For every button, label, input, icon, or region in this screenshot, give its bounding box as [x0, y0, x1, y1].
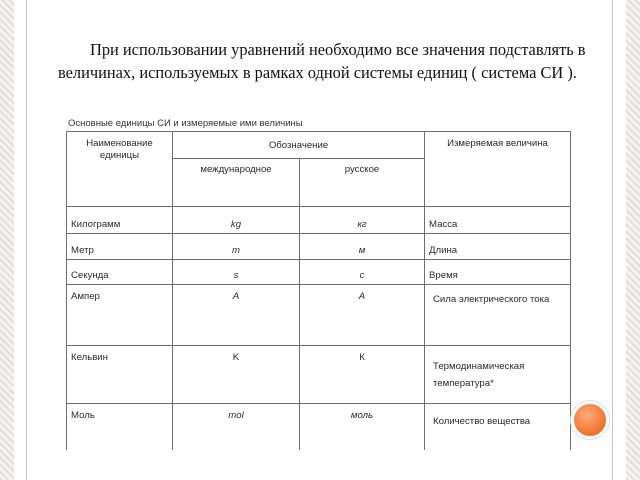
- header-international: международное: [173, 159, 300, 207]
- measured-quantity: Количество вещества: [425, 404, 571, 450]
- unit-name: Моль: [67, 404, 173, 450]
- russian-symbol: А: [300, 285, 425, 346]
- unit-name: Метр: [67, 234, 173, 260]
- russian-symbol: м: [300, 234, 425, 260]
- header-russian: русское: [300, 159, 425, 207]
- unit-name: Кельвин: [67, 346, 173, 404]
- russian-symbol: кг: [300, 207, 425, 234]
- intl-symbol: mol: [173, 404, 300, 450]
- unit-name: Килограмм: [67, 207, 173, 234]
- header-unit-name: Наименование единицы: [67, 132, 173, 207]
- table-row: [67, 207, 571, 234]
- unit-name: Секунда: [67, 260, 173, 285]
- russian-symbol: К: [300, 346, 425, 404]
- decorative-orange-circle: [571, 401, 609, 439]
- measured-quantity: Время: [425, 260, 571, 285]
- table-row: [67, 285, 571, 346]
- table-row: [67, 346, 571, 404]
- intl-symbol: A: [173, 285, 300, 346]
- table-caption: Основные единицы СИ и измеряемые ими величины: [68, 118, 303, 129]
- slide-frame-line-left: [26, 0, 27, 480]
- russian-symbol: с: [300, 260, 425, 285]
- slide-left-border: [0, 0, 14, 480]
- measured-quantity: Длина: [425, 234, 571, 260]
- intl-symbol: m: [173, 234, 300, 260]
- si-units-table: [66, 131, 571, 450]
- intl-symbol: s: [173, 260, 300, 285]
- intro-paragraph: При использовании уравнений необходимо все значения подставлять в величинах, используемых в рамках одной системы единиц ( система СИ ).: [58, 40, 586, 82]
- table-row: [67, 234, 571, 260]
- measured-quantity: Термодинамическая температура*: [425, 346, 571, 404]
- table-row: [67, 260, 571, 285]
- intl-symbol: kg: [173, 207, 300, 234]
- measured-quantity: Сила электрического тока: [425, 285, 571, 346]
- header-designation: Обозначение: [173, 132, 425, 159]
- slide-right-border: [626, 0, 640, 480]
- intl-symbol: K: [173, 346, 300, 404]
- measured-quantity: Масса: [425, 207, 571, 234]
- russian-symbol: моль: [300, 404, 425, 450]
- slide-frame-line-right: [612, 0, 613, 480]
- unit-name: Ампер: [67, 285, 173, 346]
- header-measured-quantity: Измеряемая величина: [425, 132, 571, 207]
- table-row: [67, 404, 571, 450]
